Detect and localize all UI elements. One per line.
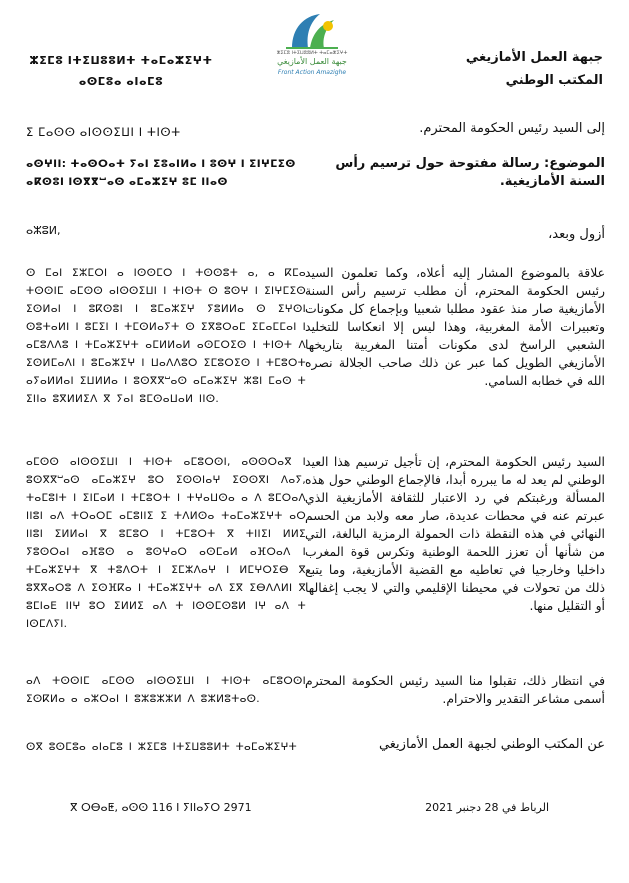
signature-arabic: عن المكتب الوطني لجبهة العمل الأمازيغي	[378, 737, 605, 752]
logo-latin-text: Front Action Amazighe	[277, 69, 347, 76]
org-name-arabic: جبهة العمل الأمازيغي	[465, 50, 603, 65]
signature-tifinagh: ⵙⴳ ⵓⵙⵎⵓⴰ ⴰⵏⴰⵎⵓ ⵏ ⵣⵉⵎⵓ ⵏⵜⵉⵡⵓⵓⵍⵜ ⵜⴰⵎⴰⵣⵉⵖⵜ	[26, 741, 298, 753]
logo-arabic-text: جبهة العمل الأمازيغي	[277, 57, 347, 66]
logo-emblem-icon	[262, 10, 362, 52]
paragraph-2-tifinagh: ⴰⵎⵙⵙ ⴰⵏⵙⵙⵉⵡⵏ ⵏ ⵜⵏⵙⵜ ⴰⵎⵓⵔⵙⵏ, ⴰⵙⵙⵔⴰⴳ ⵏ ⵓⵙⴳⴳⵯⴰⵙ ⴰⵎⴰⵣⵉⵖ ⵓⵔ ⵉⵙⵙⵏⴰⵖ ⵉⵙⵙⴳⵏ ⴷⴰⵢ, ⵜⴰⵎⵓⵏⵜ ⵏ ⵉⵏⵎⴰⵍ ⵏ ⵜⵎⵓⵔⵜ ⵏ ⵜⵖⴰⵡⵙⴰ ⴰ ⴷ ⵓⵎⵔⴰⴷ ⵏⵏⵓⵏ ⴰⴷ ⵜⵔⴰⵔⵎ ⴰⵎⵓⵏⵏⵉ ⵉ ⵜⴷⵍⵙⴰ ⵜⴰⵎⴰⵣⵉⵖⵜ ⴰⵔ ⵏⵏⵓⵏ ⵉⵍⵍⴰⵏ ⴳ ⵓⵎⵓⵔ ⵏ ⵜⵎⵓⵔⵜ ⴳ ⵜⵏⵏⵉⵏ ⵍⵍⵉ ⵢⵓⵙⵔⴰⵏ ⴰⴼⵓⵙ ⴰ ⵓⵙⵖⴰⵔ ⴰⵙⵎⴰⵍ ⴰⴼⵔⴰⴷ ⵏ ⵜⵎⴰⵣⵉⵖⵜ ⴳ ⵜⵓⴷⵔⵜ ⵏ ⵉⵎⵣⴷⴰⵖ ⵏ ⵍⵎⵖⵔⵉⴱ ⴳ ⵓⴳⴳⴰⵔⵓ ⴷ ⵉⵙⴼⴽⴰ ⵏ ⵜⵎⴰⵣⵉⵖⵜ ⴰⴷ ⵉⴳ ⵉⴱⴷⴷⵍⵏ ⴳ ⵓⵎⵏⴰⴹ ⵏⵏⵖ ⵓⵔ ⵉⵍⵍⵉ ⴰⴷ ⵜ ⵏⵙⵙⵎⵙⵓⵍ ⵏⵖ ⴰⴷ ⵜ ⵏⵙⵎⴷⵢⵏ.	[26, 456, 306, 630]
greeting-arabic: أزول وبعد،	[548, 227, 605, 242]
office-name-arabic: المكتب الوطني	[505, 73, 603, 88]
logo-tifinagh-text: ⵣⵉⵎⵓ ⵏⵜⵉⵡⵓⵓⵍⵜ ⵜⴰⵎⴰⵣⵉⵖⵜ	[276, 50, 348, 56]
addressee-tifinagh: ⵉ ⵎⴰⵙⵙ ⴰⵏⵙⵙⵉⵡⵏ ⵏ ⵜⵏⵙⵜ	[26, 125, 181, 139]
paragraph-1-tifinagh: ⵙ ⵎⴰⵏ ⵉⵣⵎⵔⵏ ⴰ ⵏⵙⵙⵎⵔ ⵏ ⵜⵙⵙⵓⵜ ⴰ, ⴰ ⴽⵎⴰ ⵜⵙⵙⵏⵎ ⴰⵎⵙⵙ ⴰⵏⵙⵙⵉⵡⵏ ⵏ ⵜⵏⵙⵜ ⵙ ⵓⵙⵖ ⵏ ⵉⵏⵖⵎⵉⵙ ⵉⵙⵍⴰⵏ ⵏ ⵓⴽⵙⵓⵏ ⵏ ⵓⵎⴰⵣⵉⵖ ⵢⵓⵍⵍⴰ ⵙ ⵉⵖⵙⵏ ⵙⵓⵜⴰⵍⵏ ⵏ ⵓⵎⵉⵏ ⵏ ⵜⵎⵙⵍⴰⵢⵜ ⵙ ⵉⴳⵓⵔⴰⵎ ⵉⵎⴰⵎⵎⴰⵏ ⵏ ⴰⵎⵓⴷⴷⵓ ⵏ ⵜⵎⴰⵣⵉⵖⵜ ⴰⵎⵍⵍⴰⵍ ⴰⵙⵎⵔⵉⵙ ⵏ ⵜⵏⵙⵜ ⴷ ⵉⵙⵍⵎⴰⴷⵏ ⵏ ⵓⵎⴰⵣⵉⵖ ⵏ ⵡⴰⴷⴷⵓⵔ ⵉⵎⵓⵔⵉⵙ ⵏ ⵜⵎⵓⵔⵜ ⴰⵢⴰⵍⵍⴰⵏ ⵉⵡⵍⵍⴰ ⵏ ⵓⵙⴳⴳⵯⴰⵙ ⴰⵎⴰⵣⵉⵖ ⵣⵓⵏ ⵎⴰⵙ ⵜ ⵉⵏⵏⴰ ⵓⴳⵍⵍⵉⴷ ⴳ ⵢⴰⵏ ⵓⵎⵙⴰⵡⴰⵍ ⵏⵏⵙ.	[26, 267, 306, 405]
org-name-tifinagh: ⵣⵉⵎⵓ ⵏⵜⵉⵡⵓⵓⵍⵜ ⵜⴰⵎⴰⵣⵉⵖⵜ	[29, 54, 213, 67]
date-tifinagh: ⴳ ⵔⴱⴰⵟ, ⴰⵙⵙ 116 ⵏ ⵢⵏⵏⴰⵢⵔ 2971	[70, 801, 252, 814]
greeting-tifinagh: ⴰⵣⵓⵍ,	[26, 224, 61, 237]
organization-logo	[262, 10, 362, 92]
subject-tifinagh: ⴰⵙⵖⵏⵏ: ⵜⴰⵙⵔⴰⵜ ⵢⴰⵏ ⵉⵓⴰⵏⵍⴰ ⵏ ⵓⵙⵖ ⵏ ⵉⵏⵖⵎⵉⵙ ⴰⴽⵙⵓⵏ ⵏⵙⴳⴳⵯⴰⵙ ⴰⵎⴰⵣⵉⵖ ⵓⵎ ⵏⵏⴰⵙ	[26, 158, 296, 188]
header-tifinagh	[26, 50, 216, 92]
office-name-tifinagh: ⴰⵙⵎⵓⴰ ⴰⵏⴰⵎⵓ	[78, 75, 164, 88]
subject-arabic: الموضوع: رسالة مفتوحة حول ترسيم رأس السنة الأمازيغية.	[335, 156, 605, 189]
addressee-arabic: إلى السيد رئيس الحكومة المحترم.	[419, 121, 605, 136]
date-arabic: الرباط في 28 دجنبر 2021	[425, 801, 549, 814]
paragraph-2-arabic: السيد رئيس الحكومة المحترم، إن تأجيل ترسيم هذا العيد الوطني لم يعد له ما يبرره أبدا، فالإجماع الوطني حول هذه المسألة ورغبتكم في رد الاعتبار للثقافة الأمازيغية الذي عبرتم عنه في محطات عديدة، صار معه ولابد من الحسم النهائي في هذه النقطة ذات الحمولة الرمزية البالغة، التي من شأنها أن تعزز اللحمة الوطنية وتكرس قوة المغرب داخليا وخارجيا في تعاطيه مع القضية الأمازيغية، وما يتبع ذلك من تحولات في محيطنا الإقليمي والتي لا يجب إغفالها أو التقليل منها.	[305, 454, 605, 613]
paragraph-3-tifinagh: ⴰⴷ ⵜⵙⵙⵏⵎ ⴰⵎⵙⵙ ⴰⵏⵙⵙⵉⵡⵏ ⵏ ⵜⵏⵙⵜ ⴰⵎⵓⵔⵙⵏ ⵉⵙⴽⵍⴰ ⴰ ⴰⵣⵔⴰⵏ ⵏ ⵓⵣⵓⵣⵣⵍ ⴷ ⵓⵣⵍⵓⵜⴰⵙ.	[26, 675, 306, 705]
paragraph-1-arabic: علاقة بالموضوع المشار إليه أعلاه، وكما تعلمون السيد رئيس الحكومة المحترم، أن مطلب ترسيم رأس السنة الأمازيغية صار منذ عقود مطلبا شعبيا وبإجماع كل مكونات وتعبيرات الأمة المغربية، وهذا ليس إلا انعكاسا للتخليد الشعبي الراسخ لدى مكونات أمتنا المغربية بتاريخها الأمازيغي الطويل كما عبر عن ذلك صاحب الجلالة نصره الله في خطابه السامي.	[305, 265, 605, 388]
header-arabic	[423, 46, 603, 92]
paragraph-3-arabic: في انتظار ذلك، تقبلوا منا السيد رئيس الحكومة المحترم أسمى مشاعر التقدير والاحترام.	[305, 673, 605, 706]
